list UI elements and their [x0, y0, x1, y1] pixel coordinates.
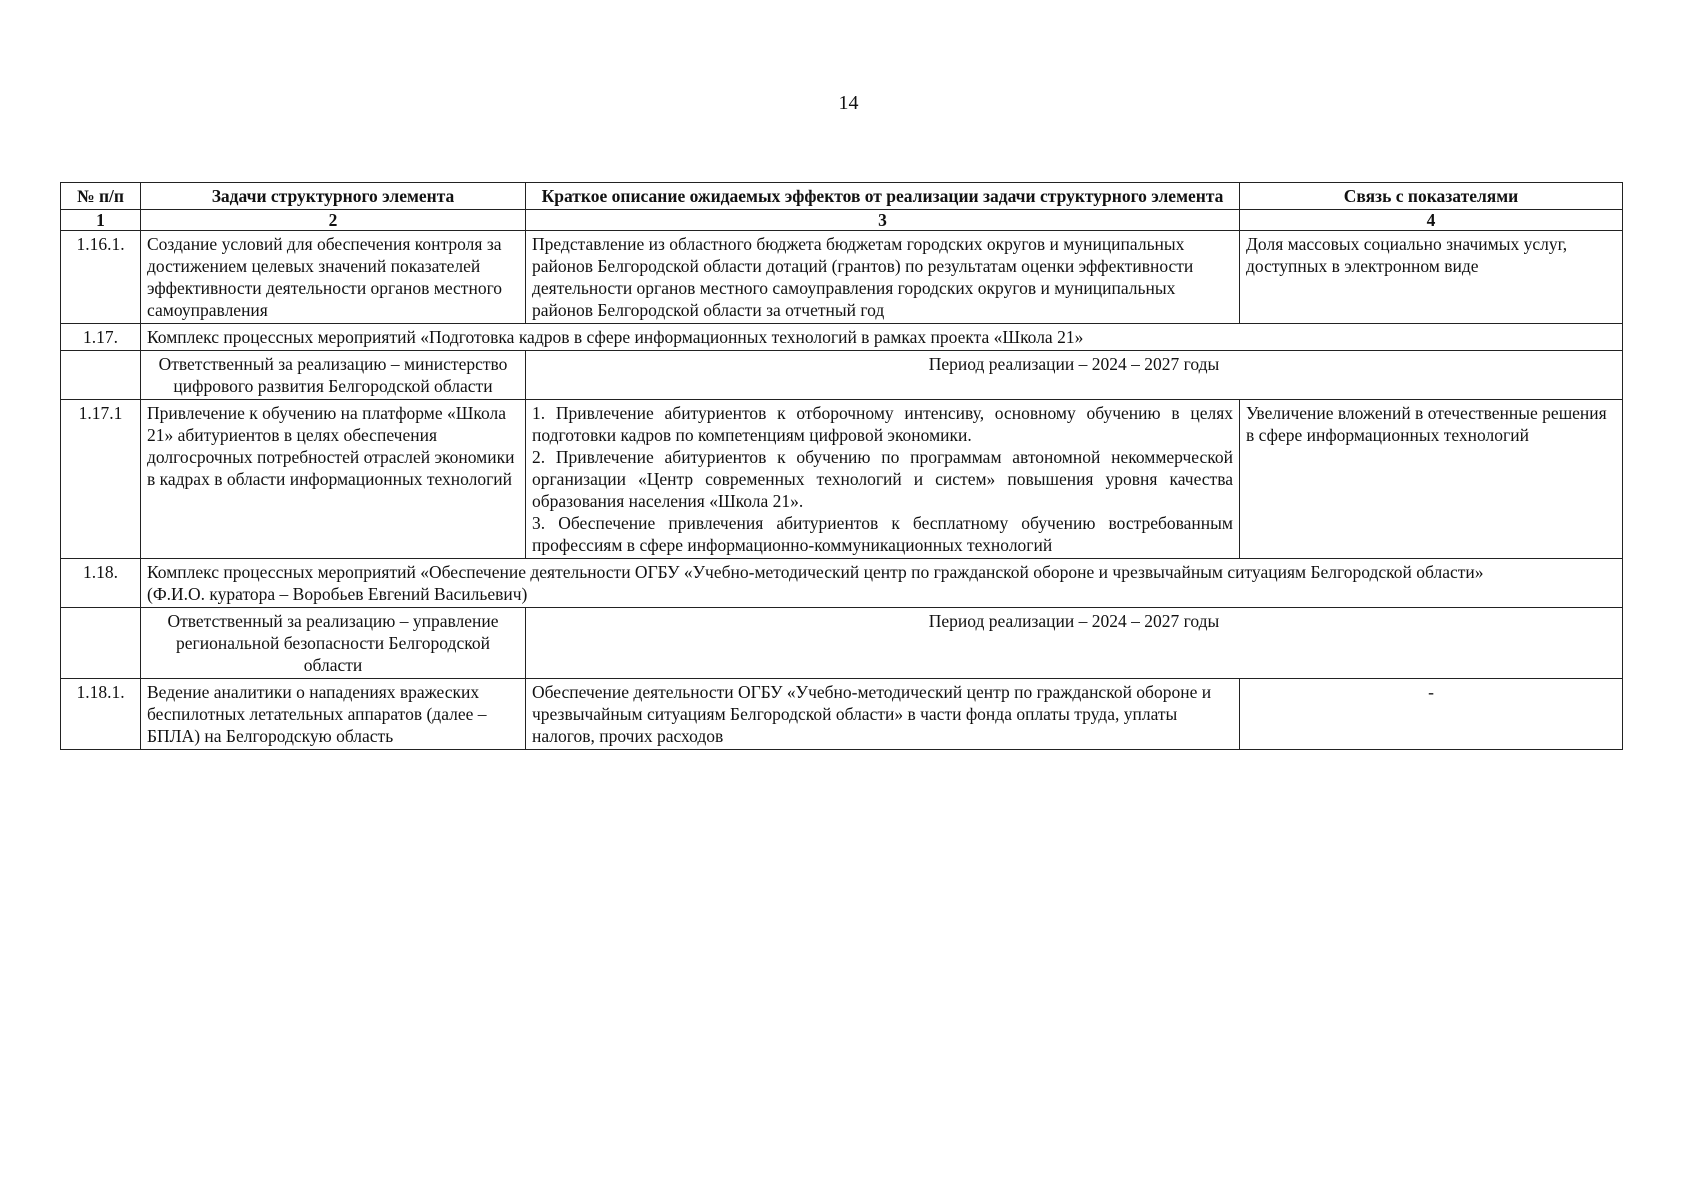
table-row [61, 400, 1623, 559]
description-cell: Обеспечение деятельности ОГБУ «Учебно-методический центр по гражданской обороне и чрезвычайным ситуациям Белгородской области» в части фонда оплаты труда, уплаты налогов, прочих расходов [526, 679, 1240, 750]
indicator-cell: Увеличение вложений в отечественные решения в сфере информационных технологий [1240, 400, 1623, 559]
table-row [61, 231, 1623, 324]
curator-text: (Ф.И.О. куратора – Воробьев Евгений Васильевич) [147, 584, 528, 604]
page-number: 14 [838, 92, 859, 114]
column-number-3: 3 [526, 210, 1240, 231]
indicator-cell: - [1240, 679, 1623, 750]
description-cell [526, 400, 1240, 559]
column-number-2: 2 [141, 210, 526, 231]
column-number-row [61, 210, 1623, 231]
description-cell: Представление из областного бюджета бюджетам городских округов и муниципальных районов Белгородской области дотаций (грантов) по результатам оценки эффективности деятельности органов местного самоуправления городских округов и муниципальных районов Белгородской области за отчетный год [526, 231, 1240, 324]
section-title: Комплекс процессных мероприятий «Подготовка кадров в сфере информационных технологий в рамках проекта «Школа 21» [141, 324, 1623, 351]
table-row [61, 679, 1623, 750]
empty-cell [61, 608, 141, 679]
structural-element-table [60, 182, 1623, 750]
responsible-row [61, 608, 1623, 679]
column-number-1: 1 [61, 210, 141, 231]
row-number: 1.17. [61, 324, 141, 351]
responsible-cell: Ответственный за реализацию – управление региональной безопасности Белгородской области [141, 608, 526, 679]
period-cell: Период реализации – 2024 – 2027 годы [526, 608, 1623, 679]
row-number: 1.17.1 [61, 400, 141, 559]
header-indicators: Связь с показателями [1240, 183, 1623, 210]
task-cell: Привлечение к обучению на платформе «Школа 21» абитуриентов в целях обеспечения долгосрочных потребностей отраслей экономики в кадрах в области информационных технологий [141, 400, 526, 559]
description-item: 2. Привлечение абитуриентов к обучению по программам автономной некоммерческой организации «Центр современных технологий и систем» повышения уровня качества образования населения «Школа 21». [532, 447, 1233, 511]
header-num: № п/п [61, 183, 141, 210]
section-title [141, 559, 1623, 608]
description-item: 1. Привлечение абитуриентов к отборочному интенсиву, основному обучению в целях подготовки кадров по компетенциям цифровой экономики. [532, 403, 1233, 445]
row-number: 1.18. [61, 559, 141, 608]
section-row [61, 559, 1623, 608]
header-description: Краткое описание ожидаемых эффектов от реализации задачи структурного элемента [526, 183, 1240, 210]
empty-cell [61, 351, 141, 400]
description-item: 3. Обеспечение привлечения абитуриентов к бесплатному обучению востребованным профессиям в сфере информационно-коммуникационных технологий [532, 513, 1233, 555]
task-cell: Создание условий для обеспечения контроля за достижением целевых значений показателей эффективности деятельности органов местного самоуправления [141, 231, 526, 324]
section-row [61, 324, 1623, 351]
section-title-text: Комплекс процессных мероприятий «Обеспечение деятельности ОГБУ «Учебно-методический центр по гражданской обороне и чрезвычайным ситуациям Белгородской области» [147, 562, 1484, 582]
column-number-4: 4 [1240, 210, 1623, 231]
header-tasks: Задачи структурного элемента [141, 183, 526, 210]
responsible-row [61, 351, 1623, 400]
row-number: 1.18.1. [61, 679, 141, 750]
responsible-cell: Ответственный за реализацию – министерство цифрового развития Белгородской области [141, 351, 526, 400]
row-number: 1.16.1. [61, 231, 141, 324]
indicator-cell: Доля массовых социально значимых услуг, доступных в электронном виде [1240, 231, 1623, 324]
task-cell: Ведение аналитики о нападениях вражеских беспилотных летательных аппаратов (далее – БПЛА) на Белгородскую область [141, 679, 526, 750]
header-row [61, 183, 1623, 210]
period-cell: Период реализации – 2024 – 2027 годы [526, 351, 1623, 400]
